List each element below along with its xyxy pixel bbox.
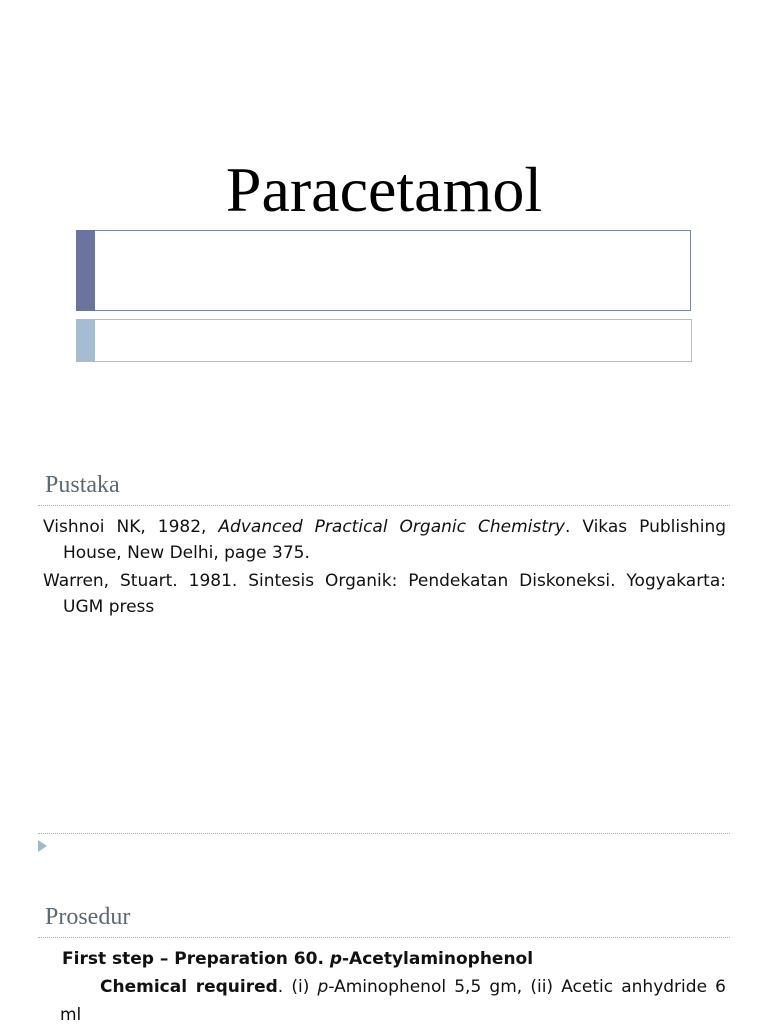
chemicals-required: Chemical required. (i) p-Aminophenol 5,5 gm, (ii) Acetic anhydride 6 ml — [60, 977, 726, 1025]
band-accent-bar — [76, 319, 95, 362]
reference-item — [43, 514, 726, 566]
reference-list — [43, 514, 726, 620]
band-accent-bar — [76, 230, 95, 311]
reference-text: . Vikas Publishing House, New Delhi, page 375. — [63, 517, 727, 563]
triangle-bullet-icon — [38, 840, 47, 852]
procedure-body — [62, 945, 726, 1029]
section-divider — [38, 505, 730, 506]
subtitle-accent-band — [76, 319, 692, 362]
reference-text: Warren, Stuart. 1981. Sintesis Organik: Pendekatan Diskoneksi. Yogyakarta: UGM press — [43, 571, 726, 617]
reference-book-title: Advanced Practical Organic Chemistry — [218, 517, 565, 537]
procedure-step-title: First step – Preparation 60. p-Acetylaminophenol — [62, 949, 534, 969]
pustaka-heading: Pustaka — [45, 472, 120, 498]
prosedur-heading: Prosedur — [45, 904, 131, 930]
section-divider — [38, 937, 730, 938]
reference-item — [43, 568, 726, 620]
slide-bottom-divider — [38, 833, 730, 834]
title-accent-band — [76, 230, 691, 311]
slide-title: Paracetamol — [225, 154, 543, 225]
reference-text: Vishnoi NK, 1982, — [43, 517, 219, 537]
